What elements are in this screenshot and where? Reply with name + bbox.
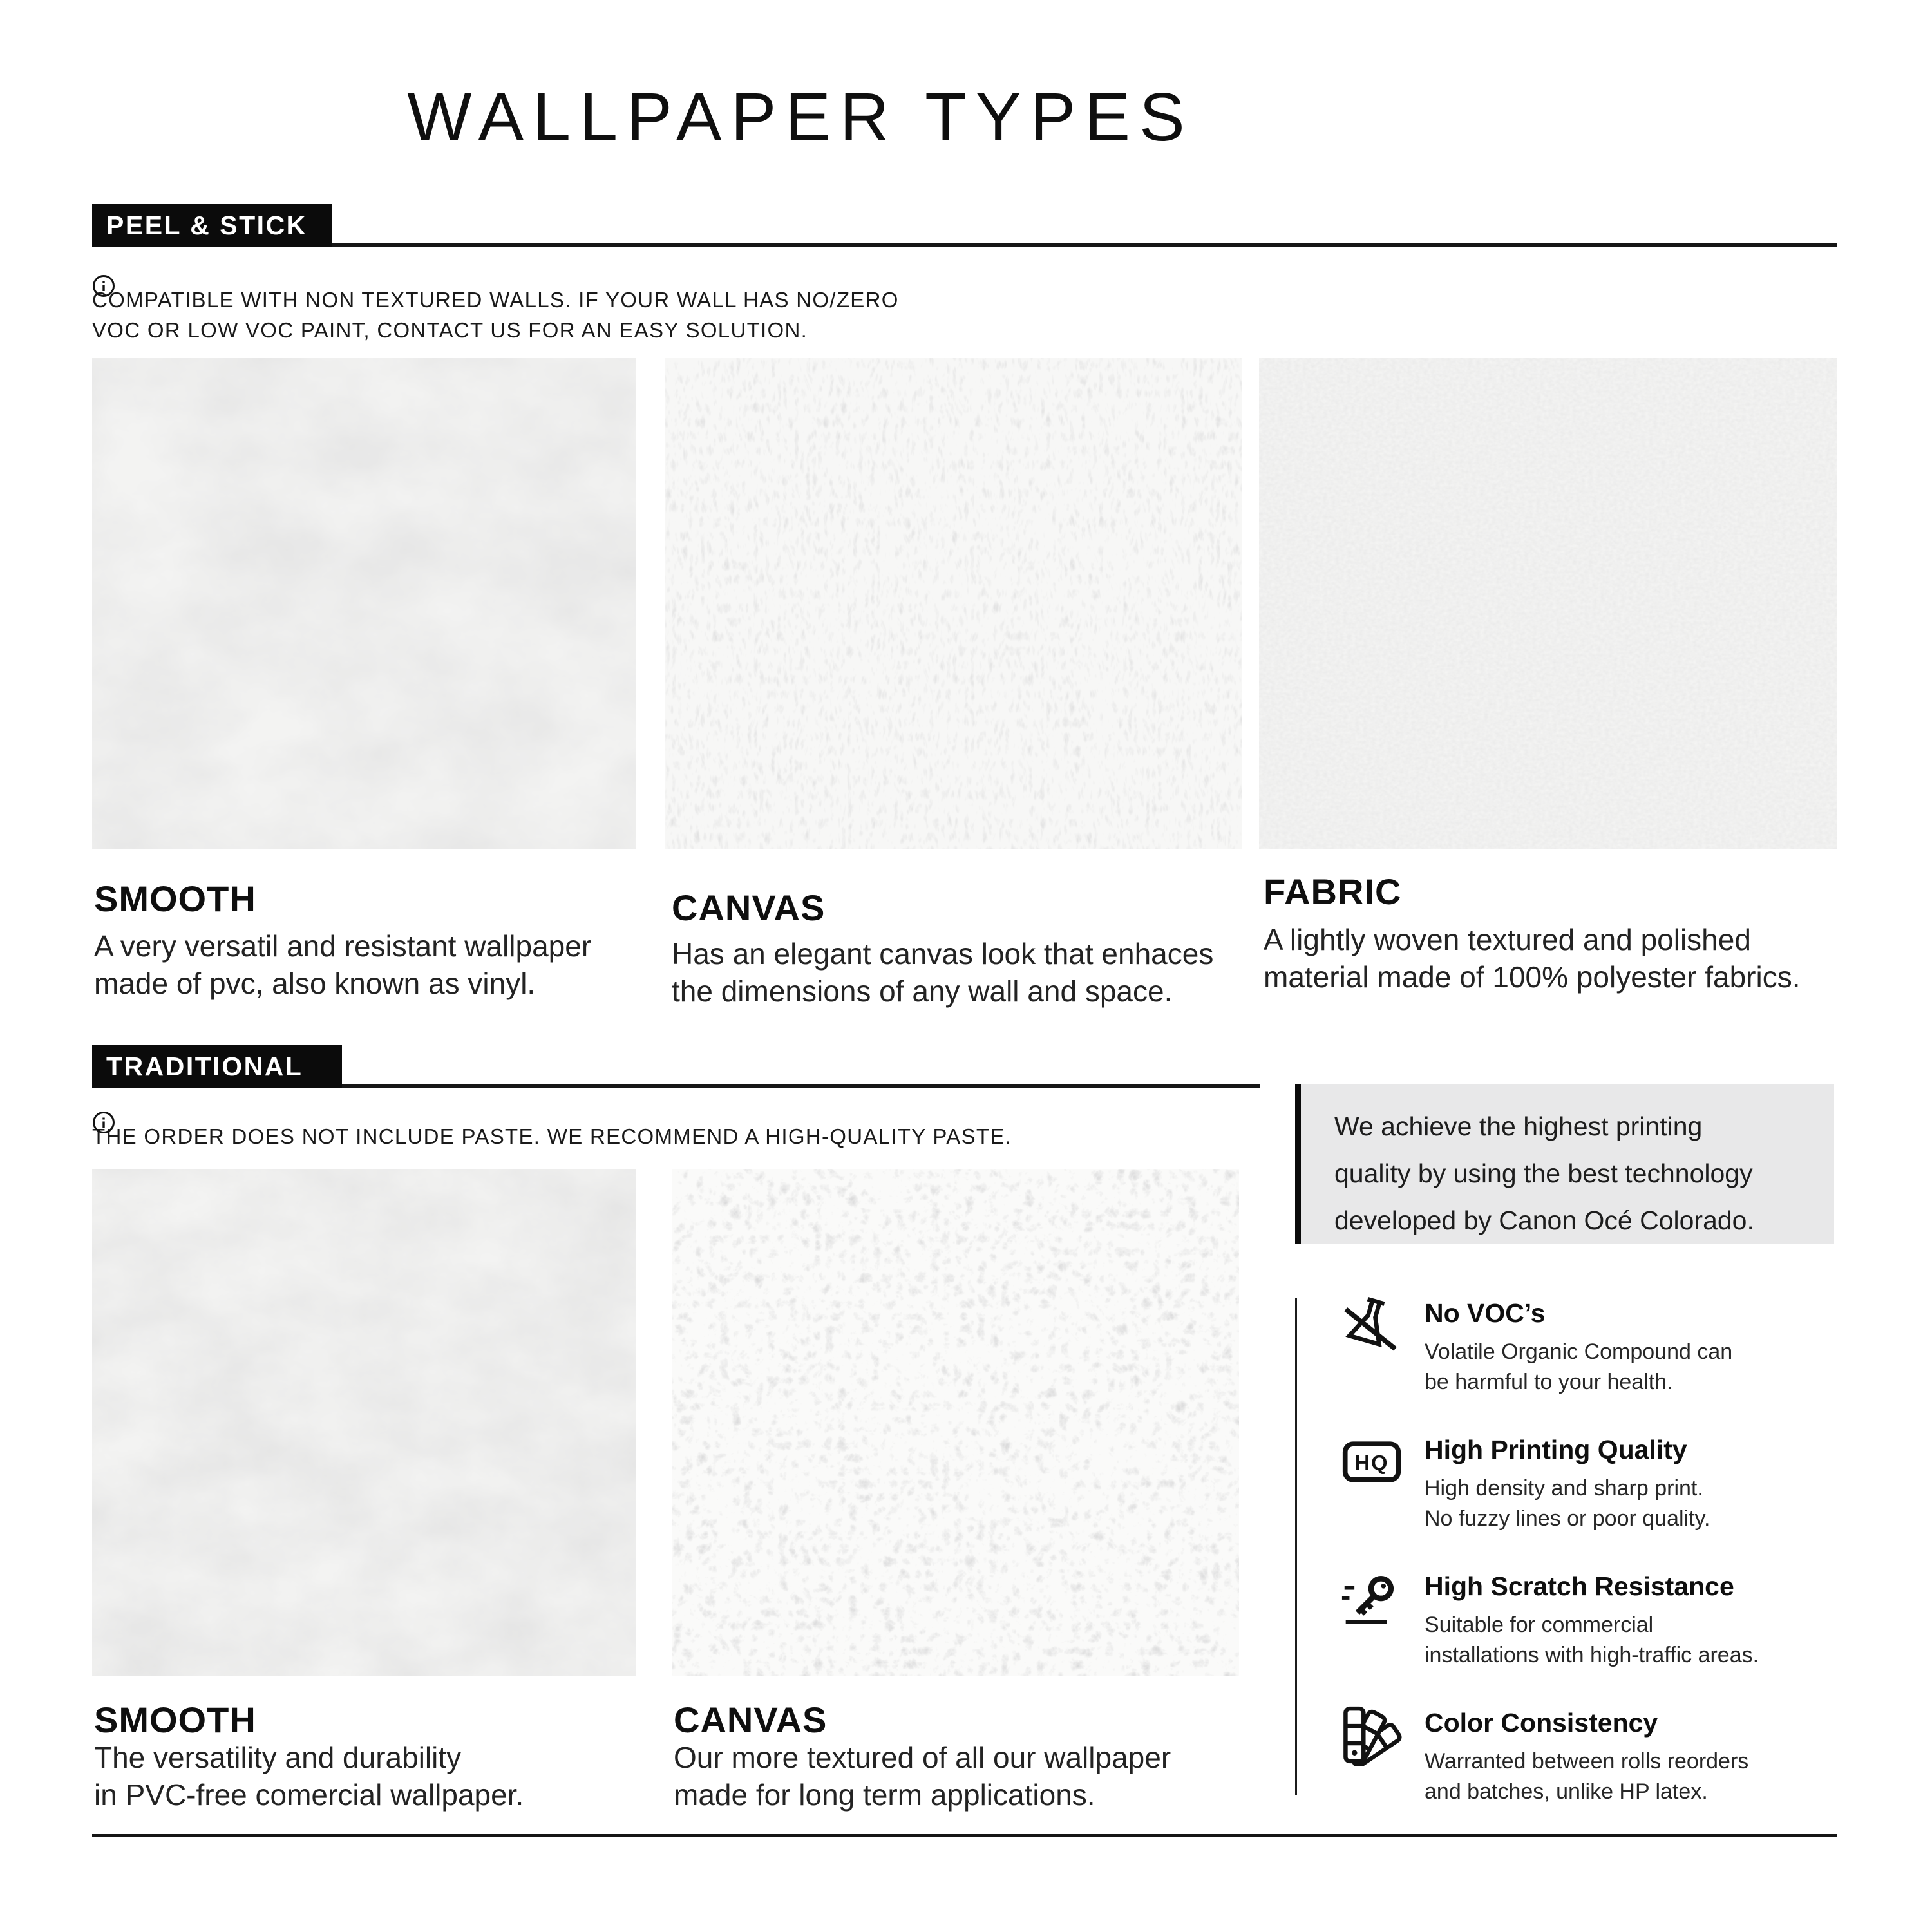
page-title: WALLPAPER TYPES xyxy=(407,79,1194,155)
card-desc-peel-canvas xyxy=(672,935,1213,1010)
swatch-peel-canvas xyxy=(665,358,1242,849)
note-traditional xyxy=(92,1110,1012,1151)
key-scratch-icon xyxy=(1341,1567,1403,1629)
card-desc-line: A lightly woven textured and polished xyxy=(1264,923,1751,956)
card-label-peel-smooth: SMOOTH xyxy=(94,878,256,919)
card-label-traditional-canvas: CANVAS xyxy=(674,1700,828,1740)
feature-title: High Scratch Resistance xyxy=(1425,1571,1734,1601)
color-fan-icon xyxy=(1341,1704,1408,1766)
quality-panel-line: developed by Canon Océ Colorado. xyxy=(1334,1206,1754,1235)
swatch-peel-smooth xyxy=(92,358,636,849)
feature-desc xyxy=(1425,1473,1710,1534)
card-desc-line: The versatility and durability xyxy=(94,1741,462,1774)
feature-desc-line: Suitable for commercial xyxy=(1425,1613,1654,1637)
quality-panel xyxy=(1301,1084,1834,1244)
feature-desc-line: No fuzzy lines or poor quality. xyxy=(1425,1506,1710,1531)
note-line: VOC OR LOW VOC PAINT, CONTACT US FOR AN EASY SOLUTION. xyxy=(92,318,808,342)
feature-desc xyxy=(1425,1747,1748,1807)
feature-desc-line: installations with high-traffic areas. xyxy=(1425,1643,1759,1667)
aside-divider xyxy=(1295,1298,1297,1795)
section-chip-traditional xyxy=(92,1045,342,1088)
feature-title: No VOC’s xyxy=(1425,1298,1546,1328)
info-icon xyxy=(92,1111,115,1137)
no-voc-flask-icon xyxy=(1341,1294,1403,1356)
feature-desc-line: Volatile Organic Compound can xyxy=(1425,1340,1733,1364)
quality-panel-line: quality by using the best technology xyxy=(1334,1159,1753,1188)
feature-row-scratch-resistance xyxy=(1425,1571,1759,1671)
note-peel-stick xyxy=(92,273,899,345)
card-desc-traditional-canvas xyxy=(674,1739,1171,1814)
section-label-peel-stick: PEEL & STICK xyxy=(106,210,307,240)
feature-title: Color Consistency xyxy=(1425,1708,1658,1738)
card-label-peel-fabric: FABRIC xyxy=(1264,871,1402,912)
note-line: THE ORDER DOES NOT INCLUDE PASTE. WE RECOMMEND A HIGH-QUALITY PASTE. xyxy=(92,1124,1012,1148)
info-icon xyxy=(92,274,115,301)
section-rule-peel-stick xyxy=(92,243,1837,247)
card-label-peel-canvas: CANVAS xyxy=(672,887,826,928)
feature-desc-line: Warranted between rolls reorders xyxy=(1425,1749,1749,1774)
card-desc-line: Our more textured of all our wallpaper xyxy=(674,1741,1171,1774)
feature-row-no-voc xyxy=(1425,1298,1732,1397)
feature-row-printing-quality xyxy=(1425,1435,1710,1534)
card-desc-traditional-smooth xyxy=(94,1739,524,1814)
section-chip-peel-stick xyxy=(92,204,332,247)
feature-desc-line: and batches, unlike HP latex. xyxy=(1425,1779,1708,1804)
card-desc-line: A very versatil and resistant wallpaper xyxy=(94,929,592,963)
card-desc-line: material made of 100% polyester fabrics. xyxy=(1264,960,1801,994)
hq-badge-icon xyxy=(1341,1431,1403,1493)
card-desc-peel-fabric xyxy=(1264,921,1801,996)
card-desc-line: in PVC-free comercial wallpaper. xyxy=(94,1778,524,1812)
quality-panel-line: We achieve the highest printing xyxy=(1334,1112,1703,1141)
note-line: COMPATIBLE WITH NON TEXTURED WALLS. IF YOUR WALL HAS NO/ZERO xyxy=(92,288,899,312)
swatch-peel-fabric xyxy=(1259,358,1837,849)
swatch-traditional-smooth xyxy=(92,1169,636,1676)
card-desc-line: made for long term applications. xyxy=(674,1778,1095,1812)
bottom-rule xyxy=(92,1834,1837,1837)
swatch-traditional-canvas xyxy=(672,1169,1239,1676)
hq-badge-text: HQ xyxy=(1354,1450,1389,1475)
feature-desc xyxy=(1425,1337,1732,1397)
quality-panel-accent-bar xyxy=(1295,1084,1301,1244)
card-desc-line: the dimensions of any wall and space. xyxy=(672,974,1173,1008)
feature-desc xyxy=(1425,1610,1759,1671)
feature-desc-line: High density and sharp print. xyxy=(1425,1476,1703,1501)
section-label-traditional: TRADITIONAL xyxy=(106,1051,303,1081)
card-desc-peel-smooth xyxy=(94,927,591,1002)
feature-title: High Printing Quality xyxy=(1425,1435,1687,1464)
card-desc-line: made of pvc, also known as vinyl. xyxy=(94,967,536,1000)
card-desc-line: Has an elegant canvas look that enhaces xyxy=(672,937,1214,971)
feature-desc-line: be harmful to your health. xyxy=(1425,1370,1673,1394)
feature-row-color-consistency xyxy=(1425,1708,1748,1807)
card-label-traditional-smooth: SMOOTH xyxy=(94,1700,256,1740)
